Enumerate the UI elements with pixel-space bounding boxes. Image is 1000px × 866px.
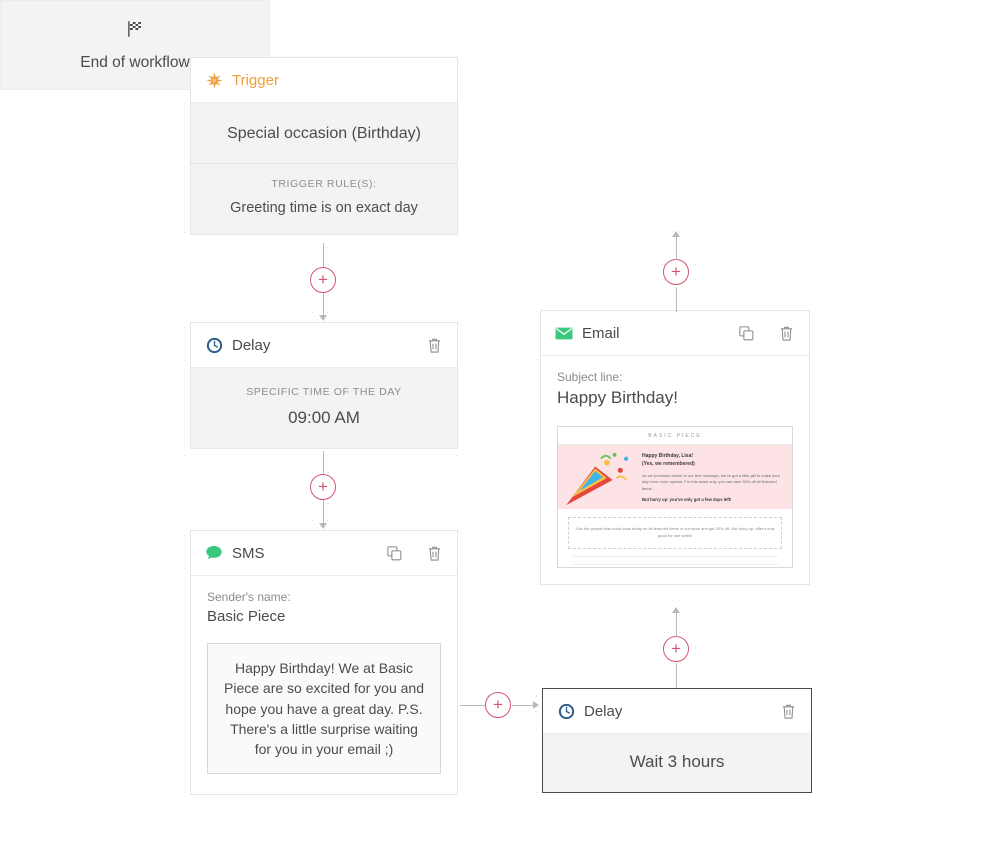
delay-card-1-label: SPECIFIC TIME OF THE DAY <box>246 386 402 398</box>
sms-sender-label: Sender's name: <box>207 590 291 604</box>
clock-icon <box>557 701 575 721</box>
trigger-occasion: Special occasion (Birthday) <box>191 103 457 164</box>
delay-card-2-actions <box>779 701 797 721</box>
email-card-title: Email <box>582 324 620 342</box>
delay-card-2[interactable] <box>542 688 812 793</box>
delay-card-2-value: Wait 3 hours <box>629 752 725 771</box>
connector-add-end <box>676 236 677 260</box>
email-preview-copy <box>642 453 784 502</box>
delay-card-1[interactable] <box>190 322 458 449</box>
connector-email-add <box>676 287 677 312</box>
connector-delay2-add <box>676 663 677 688</box>
add-step-button-2[interactable] <box>310 474 336 500</box>
email-preview-divider-2 <box>572 564 778 565</box>
plus-icon: + <box>671 638 681 658</box>
plus-icon: + <box>318 269 328 289</box>
email-preview-subheading: (Yes, we remembered) <box>642 460 695 467</box>
trigger-card[interactable] <box>190 57 458 235</box>
email-preview[interactable] <box>557 426 793 568</box>
email-preview-heading: Happy Birthday, Lisa! <box>642 453 694 459</box>
sms-card-title: SMS <box>232 544 265 562</box>
plus-icon: + <box>318 476 328 496</box>
sms-sender-value: Basic Piece <box>207 608 286 625</box>
email-card-actions <box>737 323 795 343</box>
email-preview-footer: Join the people that could code today on all featured items in our store and get 30% off. But hurry up: offer's only good for one week! <box>568 517 782 549</box>
connector-add-email <box>676 612 677 637</box>
email-preview-highlight: But hurry up: you've only got a few days left! <box>642 497 732 503</box>
connector-add-delay1 <box>323 293 324 316</box>
connector-sms-add <box>460 705 486 706</box>
plus-icon: + <box>671 261 681 281</box>
delay-card-1-header <box>191 323 457 368</box>
add-step-button-5[interactable] <box>663 259 689 285</box>
connector-add-sms <box>323 500 324 524</box>
email-preview-hero <box>558 445 792 509</box>
clock-icon <box>205 335 223 355</box>
email-card-body <box>541 356 809 584</box>
trash-icon[interactable] <box>425 543 443 563</box>
trigger-card-title: Trigger <box>232 71 279 89</box>
trigger-rule-label: TRIGGER RULE(S): <box>271 178 377 190</box>
end-of-workflow-label: End of workflow <box>80 53 190 71</box>
sms-card-body <box>191 576 457 794</box>
delay-card-2-title: Delay <box>584 702 623 720</box>
checkered-flag-icon <box>125 19 145 44</box>
chat-bubble-icon <box>205 543 223 563</box>
party-popper-icon <box>562 451 640 509</box>
duplicate-icon[interactable] <box>737 323 755 343</box>
add-step-button-1[interactable] <box>310 267 336 293</box>
email-card-header <box>541 311 809 356</box>
email-subject-value: Happy Birthday! <box>557 388 678 407</box>
email-preview-body: As we promised earlier in our text message, we've got a little gift to make your day even more special. For this week only, you can take 30% off all featured items. <box>642 473 780 491</box>
trigger-card-header <box>191 58 457 103</box>
delay-card-2-body <box>543 734 811 792</box>
email-preview-brand: BASIC PIECE <box>558 427 792 445</box>
arrow-down-sms <box>319 523 327 529</box>
delay-card-1-actions <box>425 335 443 355</box>
sms-message-text: Happy Birthday! We at Basic Piece are so excited for you and hope you have a great day. P.S. There's a little surprise waiting for you in your email ;) <box>207 643 441 774</box>
envelope-icon <box>555 323 573 343</box>
plus-icon: + <box>493 694 503 714</box>
arrow-down-delay1 <box>319 315 327 321</box>
sms-card[interactable] <box>190 530 458 795</box>
add-step-button-4[interactable] <box>663 636 689 662</box>
arrow-right-delay2 <box>533 701 539 709</box>
arrow-up-email <box>672 607 680 613</box>
trash-icon[interactable] <box>777 323 795 343</box>
connector-add-delay2 <box>512 705 534 706</box>
email-preview-divider-1 <box>572 556 778 557</box>
delay-card-1-title: Delay <box>232 336 271 354</box>
sparkle-icon <box>205 70 223 90</box>
sms-card-header <box>191 531 457 576</box>
sms-card-actions <box>385 543 443 563</box>
email-card[interactable] <box>540 310 810 585</box>
trash-icon[interactable] <box>425 335 443 355</box>
email-subject-label: Subject line: <box>557 370 623 384</box>
arrow-up-end <box>672 231 680 237</box>
delay-card-1-value: 09:00 AM <box>288 408 360 427</box>
trash-icon[interactable] <box>779 701 797 721</box>
delay-card-2-header <box>543 689 811 734</box>
trigger-rule-value: Greeting time is on exact day <box>230 200 418 216</box>
delay-card-1-body <box>191 368 457 448</box>
add-step-button-3[interactable] <box>485 692 511 718</box>
duplicate-icon[interactable] <box>385 543 403 563</box>
trigger-rules <box>191 164 457 234</box>
